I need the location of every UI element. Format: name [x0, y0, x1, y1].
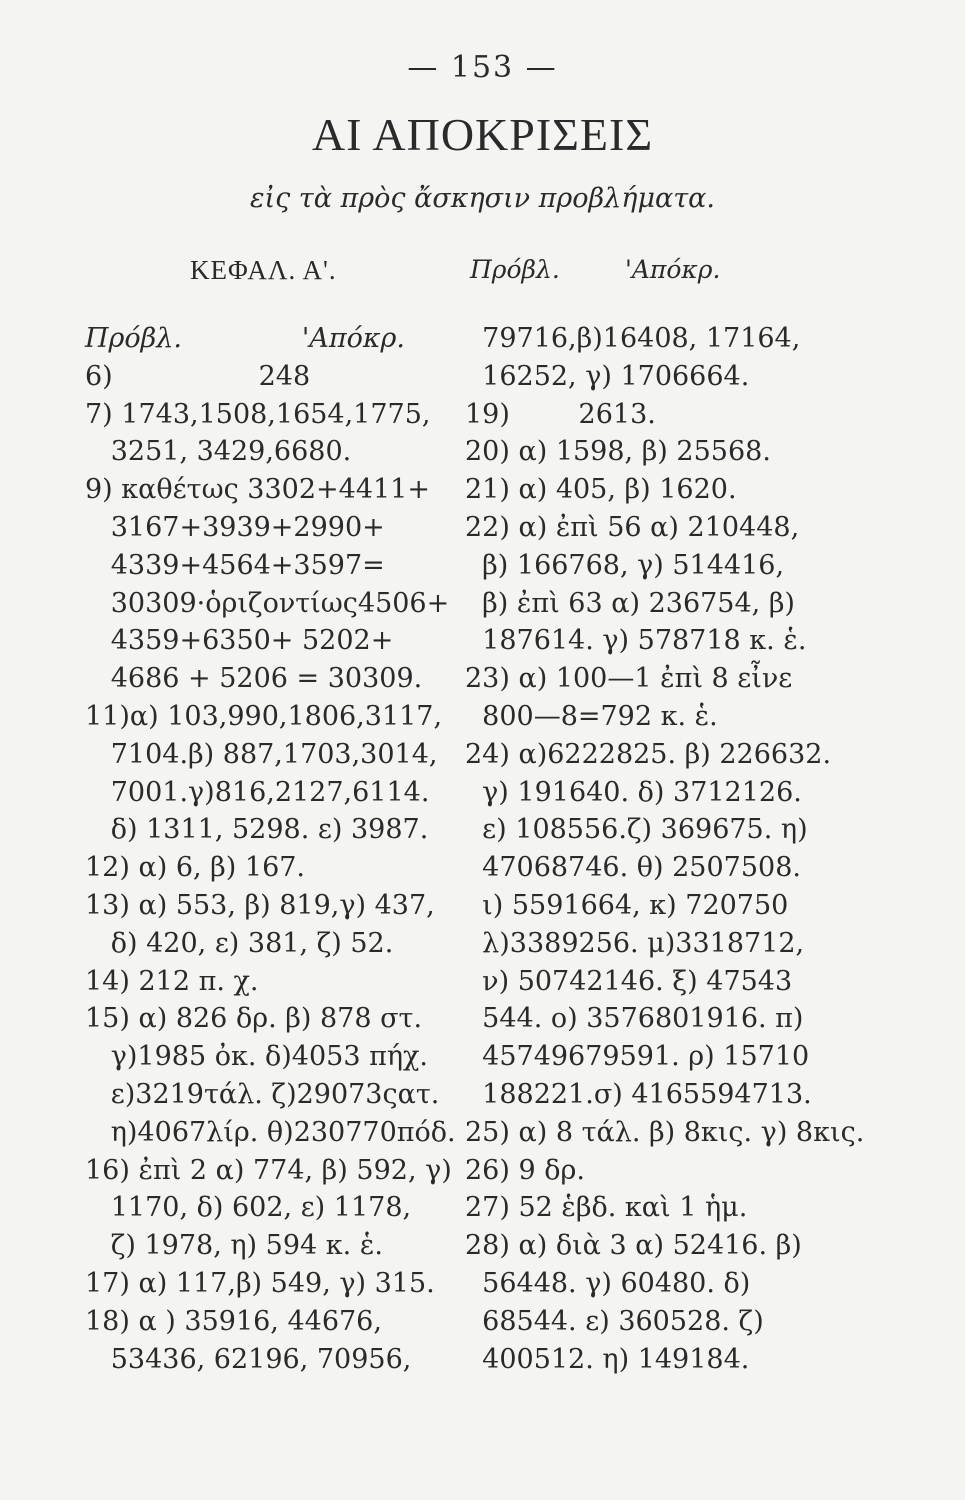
- answer-line: δ) 420, ε) 381, ζ) 52.: [85, 927, 394, 959]
- answer-line: 47068746. θ) 2507508.: [465, 852, 801, 884]
- answer-line: 28) α) διὰ 3 α) 52416. β): [465, 1230, 802, 1262]
- left-answer-header: 'Απόκρ.: [301, 323, 405, 354]
- answer-line: β) ἐπὶ 63 α) 236754, β): [465, 587, 795, 619]
- answer-line: δ) 1311, 5298. ε) 3987.: [85, 814, 429, 846]
- left-column-header: [85, 320, 465, 358]
- answer-line: 7) 1743,1508,1654,1775,: [85, 398, 431, 430]
- answer-line: 4339+4564+3597=: [85, 549, 385, 581]
- answer-line: 7001.γ)816,2127,6114.: [85, 776, 430, 808]
- answer-line: 16) ἐπὶ 2 α) 774, β) 592, γ): [85, 1154, 452, 1186]
- page-subtitle: εἰς τὰ πρὸς ἄσκησιν προβλήματα.: [250, 183, 715, 214]
- answer-line: 4359+6350+ 5202+: [85, 625, 394, 657]
- answer-line: 30309·ὁριζοντίως4506+: [85, 587, 450, 619]
- answer-line: 20) α) 1598, β) 25568.: [465, 436, 771, 468]
- answer-line: 6) 248: [85, 360, 311, 392]
- answer-line: 68544. ε) 360528. ζ): [465, 1305, 764, 1337]
- answer-line: 12) α) 6, β) 167.: [85, 852, 306, 884]
- page-number: — 153 —: [407, 50, 558, 85]
- answer-line: 53436, 62196, 70956,: [85, 1343, 412, 1375]
- answer-line: γ) 191640. δ) 3712126.: [465, 776, 802, 808]
- left-problem-header: Πρόβλ.: [85, 323, 182, 354]
- answer-line: 3167+3939+2990+: [85, 511, 385, 543]
- answer-line: 188221.σ) 4165594713.: [465, 1078, 812, 1110]
- answer-line: λ)3389256. μ)3318712,: [465, 927, 805, 959]
- answer-line: 17) α) 117,β) 549, γ) 315.: [85, 1267, 435, 1299]
- answer-line: 45749679591. ρ) 15710: [465, 1041, 810, 1073]
- left-column: [85, 320, 465, 1378]
- answer-line: 18) α ) 35916, 44676,: [85, 1305, 382, 1337]
- page-title: ΑΙ ΑΠΟΚΡΙΣΕΙΣ: [311, 109, 654, 160]
- answer-line: 27) 52 ἑβδ. καὶ 1 ἡμ.: [465, 1192, 748, 1224]
- answer-line: 56448. γ) 60480. δ): [465, 1267, 751, 1299]
- answer-line: 4686 + 5206 = 30309.: [85, 663, 423, 695]
- answer-line: 26) 9 δρ.: [465, 1154, 585, 1186]
- answer-line: ε) 108556.ζ) 369675. η): [465, 814, 808, 846]
- answer-line: 7104.β) 887,1703,3014,: [85, 738, 438, 770]
- answer-line: 22) α) ἐπὶ 56 α) 210448,: [465, 511, 800, 543]
- answer-line: 16252, γ) 1706664.: [465, 360, 750, 392]
- answer-line: 800—8=792 κ. ἑ.: [465, 700, 718, 732]
- answer-line: γ)1985 ὀκ. δ)4053 πήχ.: [85, 1041, 428, 1073]
- answer-line: 15) α) 826 δρ. β) 878 στ.: [85, 1003, 423, 1035]
- answer-line: 400512. η) 149184.: [465, 1343, 750, 1375]
- left-answer-lines: [85, 358, 465, 1379]
- right-column: [465, 320, 865, 1378]
- answer-line: 1170, δ) 602, ε) 1178,: [85, 1192, 412, 1224]
- chapter-label: ΚΕΦΑΛ. Α'.: [190, 255, 337, 285]
- answer-line: 23) α) 100—1 ἐπὶ 8 εἶνε: [465, 663, 793, 695]
- answer-line: 3251, 3429,6680.: [85, 436, 352, 468]
- answer-line: 13) α) 553, β) 819,γ) 437,: [85, 889, 435, 921]
- problem-header: Πρόβλ.: [470, 255, 560, 284]
- right-answer-lines: [465, 320, 865, 1378]
- answer-line: 25) α) 8 τάλ. β) 8κις. γ) 8κις.: [465, 1116, 865, 1148]
- answer-header: 'Απόκρ.: [625, 255, 721, 284]
- answer-line: η)4067λίρ. θ)230770πόδ.: [85, 1116, 456, 1148]
- answer-line: 79716,β)16408, 17164,: [465, 323, 801, 354]
- answer-line: 21) α) 405, β) 1620.: [465, 474, 737, 506]
- answer-line: ν) 50742146. ξ) 47543: [465, 965, 793, 997]
- answer-line: 11)α) 103,990,1806,3117,: [85, 700, 443, 732]
- answer-line: β) 166768, γ) 514416,: [465, 549, 785, 581]
- answer-line: 14) 212 π. χ.: [85, 965, 259, 997]
- answer-line: ε)3219τάλ. ζ)29073ςατ.: [85, 1078, 440, 1110]
- answer-line: ι) 5591664, κ) 720750: [465, 889, 789, 921]
- answer-line: 24) α)6222825. β) 226632.: [465, 738, 832, 770]
- answer-line: 9) καθέτως 3302+4411+: [85, 474, 430, 506]
- answer-line: 187614. γ) 578718 κ. ἑ.: [465, 625, 807, 657]
- answer-line: 19) 2613.: [465, 398, 656, 430]
- answer-line: ζ) 1978, η) 594 κ. ἑ.: [85, 1230, 383, 1262]
- answer-line: 544. ο) 3576801916. π): [465, 1003, 804, 1035]
